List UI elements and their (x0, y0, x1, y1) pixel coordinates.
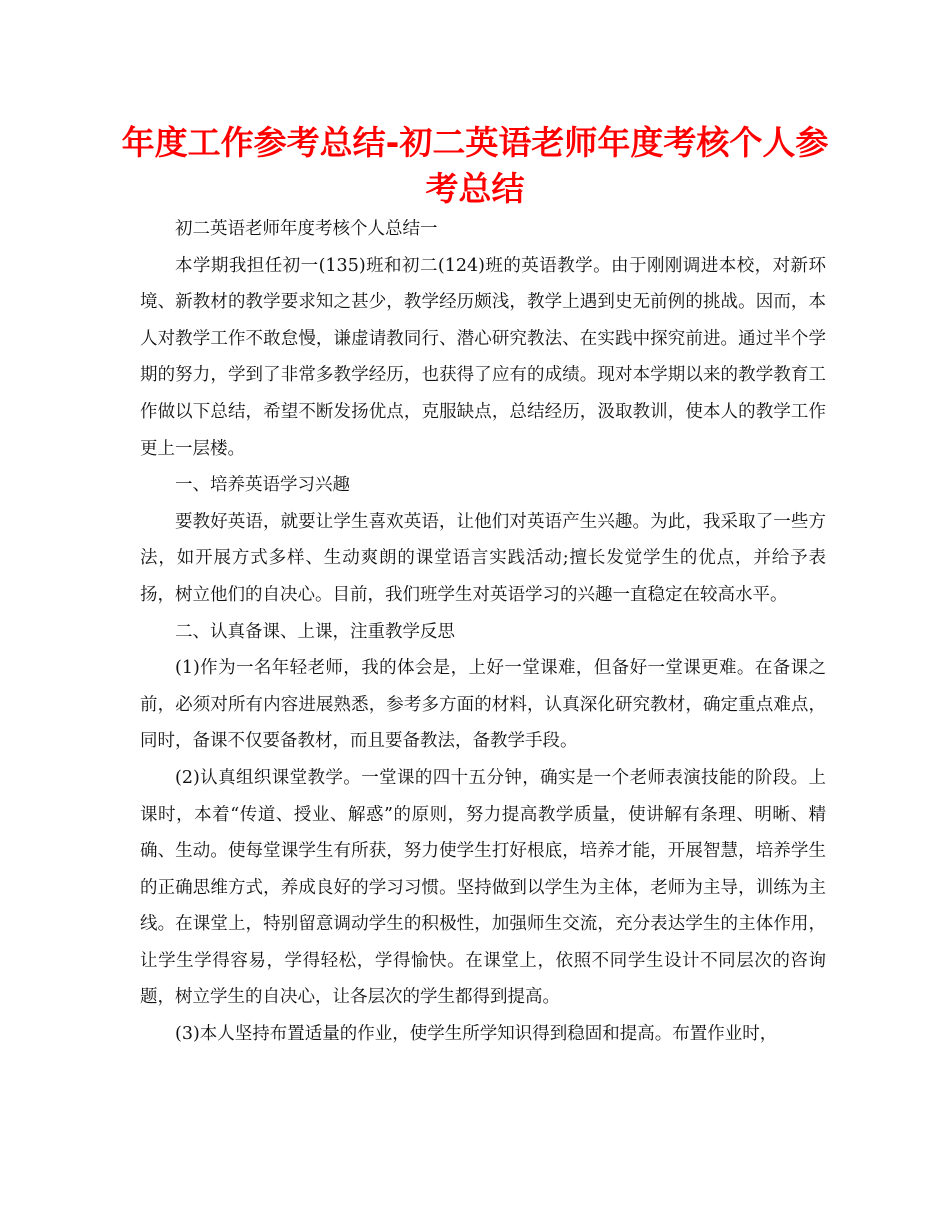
document-body (140, 211, 826, 1053)
paragraph-item-1: (1)作为一名年轻老师，我的体会是，上好一堂课难，但备好一堂课更难。在备课之前，必须对所有内容进展熟悉，参考多方面的材料，认真深化研究教材，确定重点难点，同时，备课不仅要备教材，而且要备教法，备教学手段。 (140, 658, 826, 752)
paragraph-intro: 本学期我担任初一(135)班和初二(124)班的英语教学。由于刚刚调进本校，对新环境、新教材的教学要求知之甚少，教学经历颇浅，教学上遇到史无前例的挑战。因而，本人对教学工作不敢怠慢，谦虚请教同行、潜心研究教法、在实践中探究前进。通过半个学期的努力，学到了非常多教学经历，也获得了应有的成绩。现对本学期以来的教学教育工作做以下总结，希望不断发扬优点，克服缺点，总结经历，汲取教训，使本人的教学工作更上一层楼。 (140, 255, 826, 459)
paragraph-item-2: (2)认真组织课堂教学。一堂课的四十五分钟，确实是一个老师表演技能的阶段。上课时，本着“传道、授业、解惑”的原则，努力提高教学质量，使讲解有条理、明晰、精确、生动。使每堂课学生有所获，努力使学生打好根底，培养才能，开展智慧，培养学生的正确思维方式，养成良好的学习习惯。坚持做到以学生为主体，老师为主导，训练为主线。在课堂上，特别留意调动学生的积极性，加强师生交流，充分表达学生的主体作用，让学生学得容易，学得轻松，学得愉快。在课堂上，依照不同学生设计不同层次的咨询题，树立学生的自决心，让各层次的学生都得到提高。 (140, 767, 826, 1008)
paragraph-section-heading: 初二英语老师年度考核个人总结一 (175, 219, 438, 239)
paragraph-heading-2: 二、认真备课、上课，注重教学反思 (175, 621, 455, 642)
document-title: 年度工作参考总结-初二英语老师年度考核个人参考总结 (121, 123, 829, 208)
paragraph-heading-1: 一、培养英语学习兴趣 (175, 475, 350, 496)
paragraph-item-3: (3)本人坚持布置适量的作业，使学生所学知识得到稳固和提高。布置作业时， (175, 1024, 778, 1045)
paragraph-interest: 要教好英语，就要让学生喜欢英语，让他们对英语产生兴趣。为此，我采取了一些方法，如开展方式多样、生动爽朗的课堂语言实践活动;擅长发觉学生的优点，并给予表扬，树立他们的自决心。目前，我们班学生对英语学习的兴趣一直稳定在较高水平。 (140, 511, 826, 605)
